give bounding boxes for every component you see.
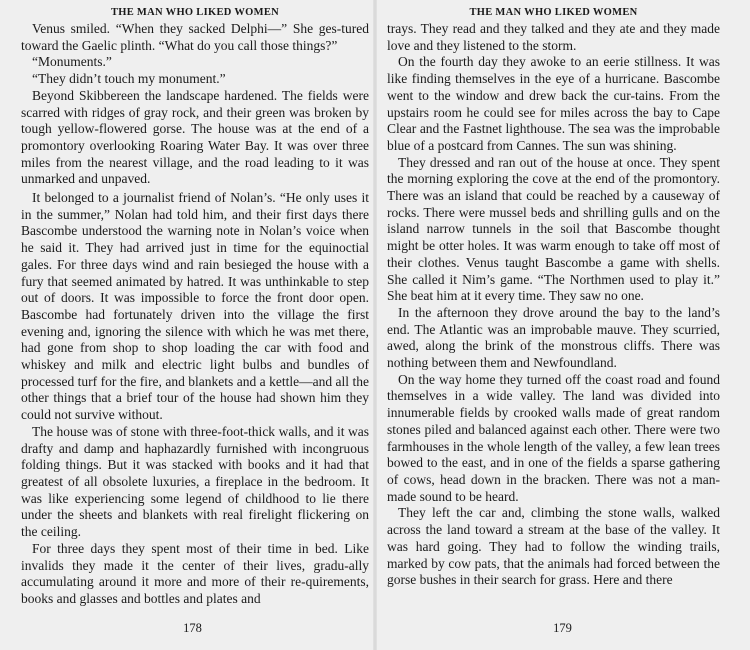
page-number-right: 179	[553, 621, 572, 635]
paragraph: On the fourth day they awoke to an eerie stillness. It was like finding themselves in the eye of a hurricane. Bascombe went to the window and drew back the cur-tains. From the upstairs room he could see for miles across the bay to Cape Clear and the Fastnet lighthouse. The sea was the improbable blue of a postcard from Cannes. The sun was shining.	[387, 54, 720, 153]
running-head-left: THE MAN WHO LIKED WOMEN	[110, 7, 280, 18]
paragraph: “Monuments.”	[32, 54, 112, 70]
paragraph: “They didn’t touch my monument.”	[32, 71, 226, 87]
paragraph: They dressed and ran out of the house at once. They spent the morning exploring the cove at the end of the promontory. There was an island that could be reached by a causeway of rocks. There were mussel beds and shrilling gulls and on the island narrow tunnels in the soil that Bascombe thought might be otter holes. It was warm enough to take off most of their clothes. Venus taught Bascombe a game with shells. She called it Nim’s game. “The Northmen used to play it.” She beat him at it every time. They saw no one.	[387, 154, 720, 304]
paragraph: It belonged to a journalist friend of Nolan’s. “He only uses it in the summer,” Nolan had told him, and their first days there Bascombe understood the warning note in Nolan’s voice when he said it. They had arrived just in time for the equinoctial gales. For three days wind and rain besieged the house with a fury that seemed animated by hatred. It was unthinkable to step out of doors. It was impossible to force the front door open. Bascombe had fortunately driven into the village the first evening and, ignoring the silence with which he was met there, had gone from shop to shop loading the car with food and whiskey and milk and electric light bulbs and bundles of processed turf for the fire, and blankets and a kettle—and all the other things that a brief tour of the house had shown him they could not survive without.	[21, 190, 369, 423]
right-page-text	[387, 21, 720, 589]
page-number-left: 178	[183, 621, 202, 635]
paragraph: For three days they spent most of their time in bed. Like invalids they made it the center of their lives, gradu-ally accumulating around it more and more of their re-quirements, books and glasses and bottles and plates and	[21, 540, 369, 606]
paragraph: Beyond Skibbereen the landscape hardened. The fields were scarred with ridges of gray rock, and their green was broken by tough yellow-flowered gorse. The house was at the end of a promontory overlooking Roaring Water Bay. It was over three miles from the nearest village, and the road leading to it was unmarked and unpaved.	[21, 87, 369, 187]
paragraph: trays. They read and they talked and they ate and they made love and they listened to the storm.	[387, 21, 720, 53]
paragraph: On the way home they turned off the coast road and found themselves in a wide valley. The land was divided into innumerable fields by crooked walls made of great random stones piled and balanced against each other. There were two farmhouses in the whole length of the valley, a few lean trees bowed to the east, and in one of the fields a sparse gathering of cows, head down in the bracken. There was not a man-made sound to be heard.	[387, 371, 720, 504]
paragraph: In the afternoon they drove around the bay to the land’s end. The Atlantic was an improbable mauve. They scurried, awed, along the brink of the monstrous cliffs. There was nothing between them and Newfoundland.	[387, 304, 720, 371]
left-page-text	[21, 21, 369, 608]
paragraph: The house was of stone with three-foot-thick walls, and it was drafty and damp and haphazardly furnished with incongruous folding things. But it was stacked with books and it had that greatest of all obsolete luxuries, a fireplace in the bedroom. It was like experiencing some legend of childhood to lie there under the sheets and blankets with real firelight flickering on the ceiling.	[21, 423, 369, 540]
paragraph: Venus smiled. “When they sacked Delphi—” She ges-tured toward the Gaelic plinth. “What do you call those things?”	[21, 21, 369, 53]
paragraph: They left the car and, climbing the stone walls, walked across the land toward a stream at the base of the valley. It was hard going. They had to follow the winding trails, marked by cow pats, that the animals had forced between the gorse bushes in their search for grass. Here and there	[387, 505, 720, 588]
running-head-right: THE MAN WHO LIKED WOMEN	[469, 7, 638, 18]
right-page	[375, 0, 750, 650]
